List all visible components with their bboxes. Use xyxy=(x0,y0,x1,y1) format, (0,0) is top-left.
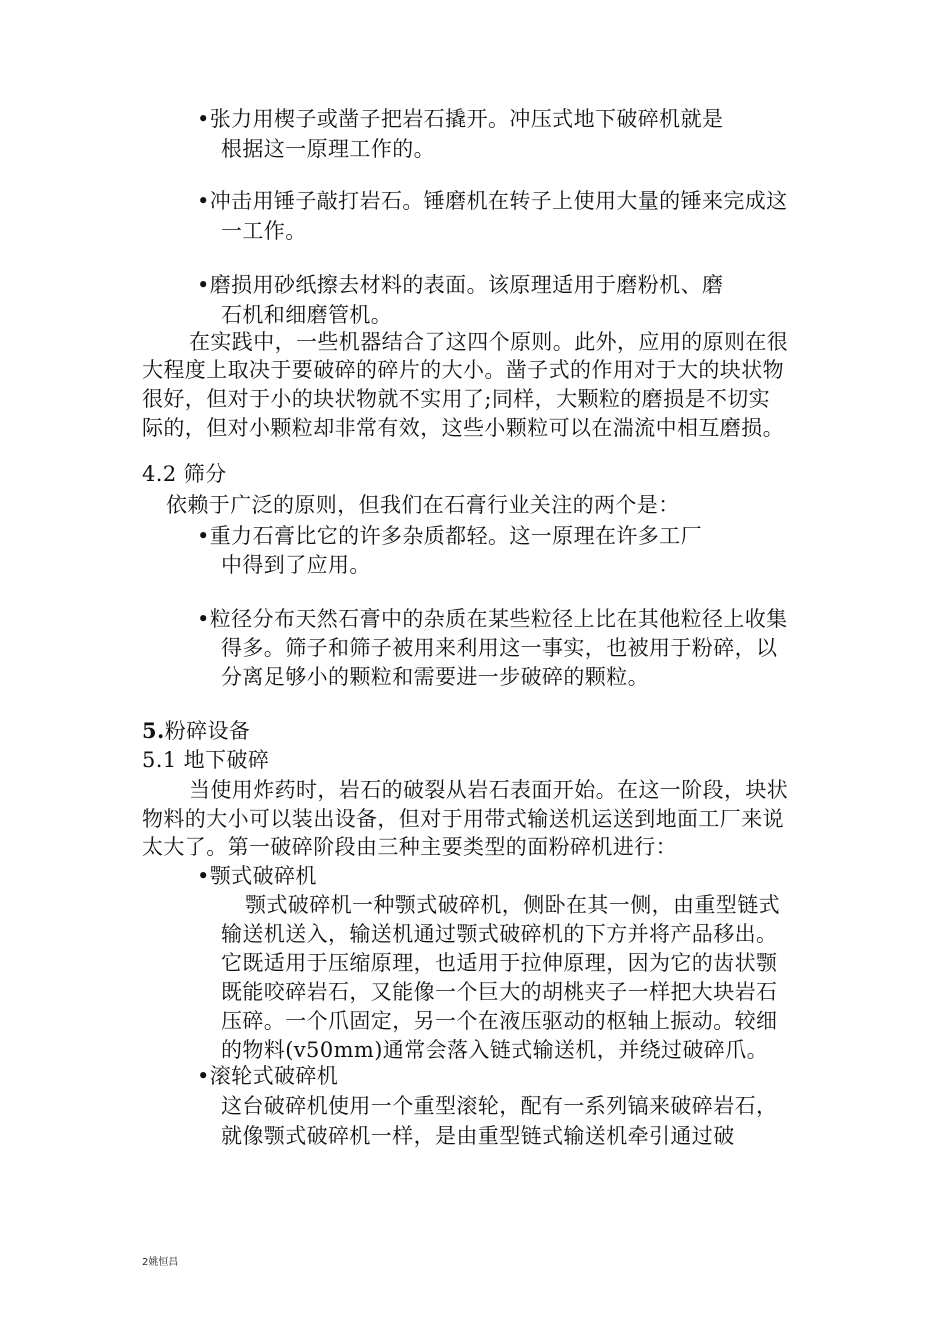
paragraph-practice-line-2: 大程度上取决于要破碎的碎片的大小。凿子式的作用对于大的块状物 xyxy=(142,358,784,382)
jaw-crusher-line-6: 的物料(v50mm)通常会落入链式输送机，并绕过破碎爪。 xyxy=(221,1038,768,1062)
bullet-gravity: •重力石膏比它的许多杂质都轻。这一原理在许多工厂 xyxy=(197,524,702,548)
bullet-tension: •张力用楔子或凿子把岩石撬开。冲压式地下破碎机就是 xyxy=(197,107,724,131)
section-title-5: 粉碎设备 xyxy=(164,719,251,743)
bullet-particle-size-cont-2: 分离足够小的颗粒和需要进一步破碎的颗粒。 xyxy=(221,665,649,689)
jaw-crusher-line-1: 颚式破碎机一种颚式破碎机，侧卧在其一侧，由重型链式 xyxy=(245,893,780,917)
page-footer: 2姚恒昌 xyxy=(142,1257,179,1268)
section-number-5: 5. xyxy=(142,718,165,743)
bullet-gravity-cont: 中得到了应用。 xyxy=(221,553,371,577)
bullet-abrasion: •磨损用砂纸擦去材料的表面。该原理适用于磨粉机、磨 xyxy=(197,273,724,297)
jaw-crusher-line-2: 输送机送入，输送机通过颚式破碎机的下方并将产品移出。 xyxy=(221,922,778,946)
paragraph-practice-line-1: 在实践中，一些机器结合了这四个原则。此外，应用的原则在很 xyxy=(189,330,789,354)
bullet-impact: •冲击用锤子敲打岩石。锤磨机在转子上使用大量的锤来完成这 xyxy=(197,189,788,213)
paragraph-underground-line-1: 当使用炸药时，岩石的破裂从岩石表面开始。在这一阶段，块状 xyxy=(189,778,789,802)
section-heading-5-1: 5.1 地下破碎 xyxy=(142,748,270,772)
roller-crusher-line-1: 这台破碎机使用一个重型滚轮，配有一系列镐来破碎岩石， xyxy=(221,1094,778,1118)
bullet-particle-size-cont-1: 得多。筛子和筛子被用来利用这一事实，也被用于粉碎，以 xyxy=(221,636,778,660)
paragraph-underground-line-2: 物料的大小可以装出设备，但对于用带式输送机运送到地面工厂来说 xyxy=(142,807,784,831)
section-heading-5 xyxy=(142,716,250,746)
bullet-roller-crusher: •滚轮式破碎机 xyxy=(197,1064,339,1088)
bullet-jaw-crusher: •颚式破碎机 xyxy=(197,864,317,888)
paragraph-practice-line-3: 很好，但对于小的块状物就不实用了;同样，大颗粒的磨损是不切实 xyxy=(142,387,771,411)
paragraph-practice-line-4: 际的，但对小颗粒却非常有效，这些小颗粒可以在湍流中相互磨损。 xyxy=(142,416,784,440)
jaw-crusher-line-5: 压碎。一个爪固定，另一个在液压驱动的枢轴上振动。较细 xyxy=(221,1009,778,1033)
bullet-particle-size: •粒径分布天然石膏中的杂质在某些粒径上比在其他粒径上收集 xyxy=(197,607,788,631)
bullet-impact-cont: 一工作。 xyxy=(221,219,307,243)
jaw-crusher-line-4: 既能咬碎岩石，又能像一个巨大的胡桃夹子一样把大块岩石 xyxy=(221,980,778,1004)
section-heading-4-2: 4.2 筛分 xyxy=(142,462,227,486)
paragraph-screening-intro: 依赖于广泛的原则，但我们在石膏行业关注的两个是： xyxy=(166,493,680,517)
paragraph-underground-line-3: 太大了。第一破碎阶段由三种主要类型的面粉碎机进行： xyxy=(142,835,677,859)
roller-crusher-line-2: 就像颚式破碎机一样，是由重型链式输送机牵引通过破 xyxy=(221,1124,735,1148)
bullet-tension-cont: 根据这一原理工作的。 xyxy=(221,137,435,161)
jaw-crusher-line-3: 它既适用于压缩原理，也适用于拉伸原理，因为它的齿状颚 xyxy=(221,951,778,975)
bullet-abrasion-cont: 石机和细磨管机。 xyxy=(221,303,393,327)
